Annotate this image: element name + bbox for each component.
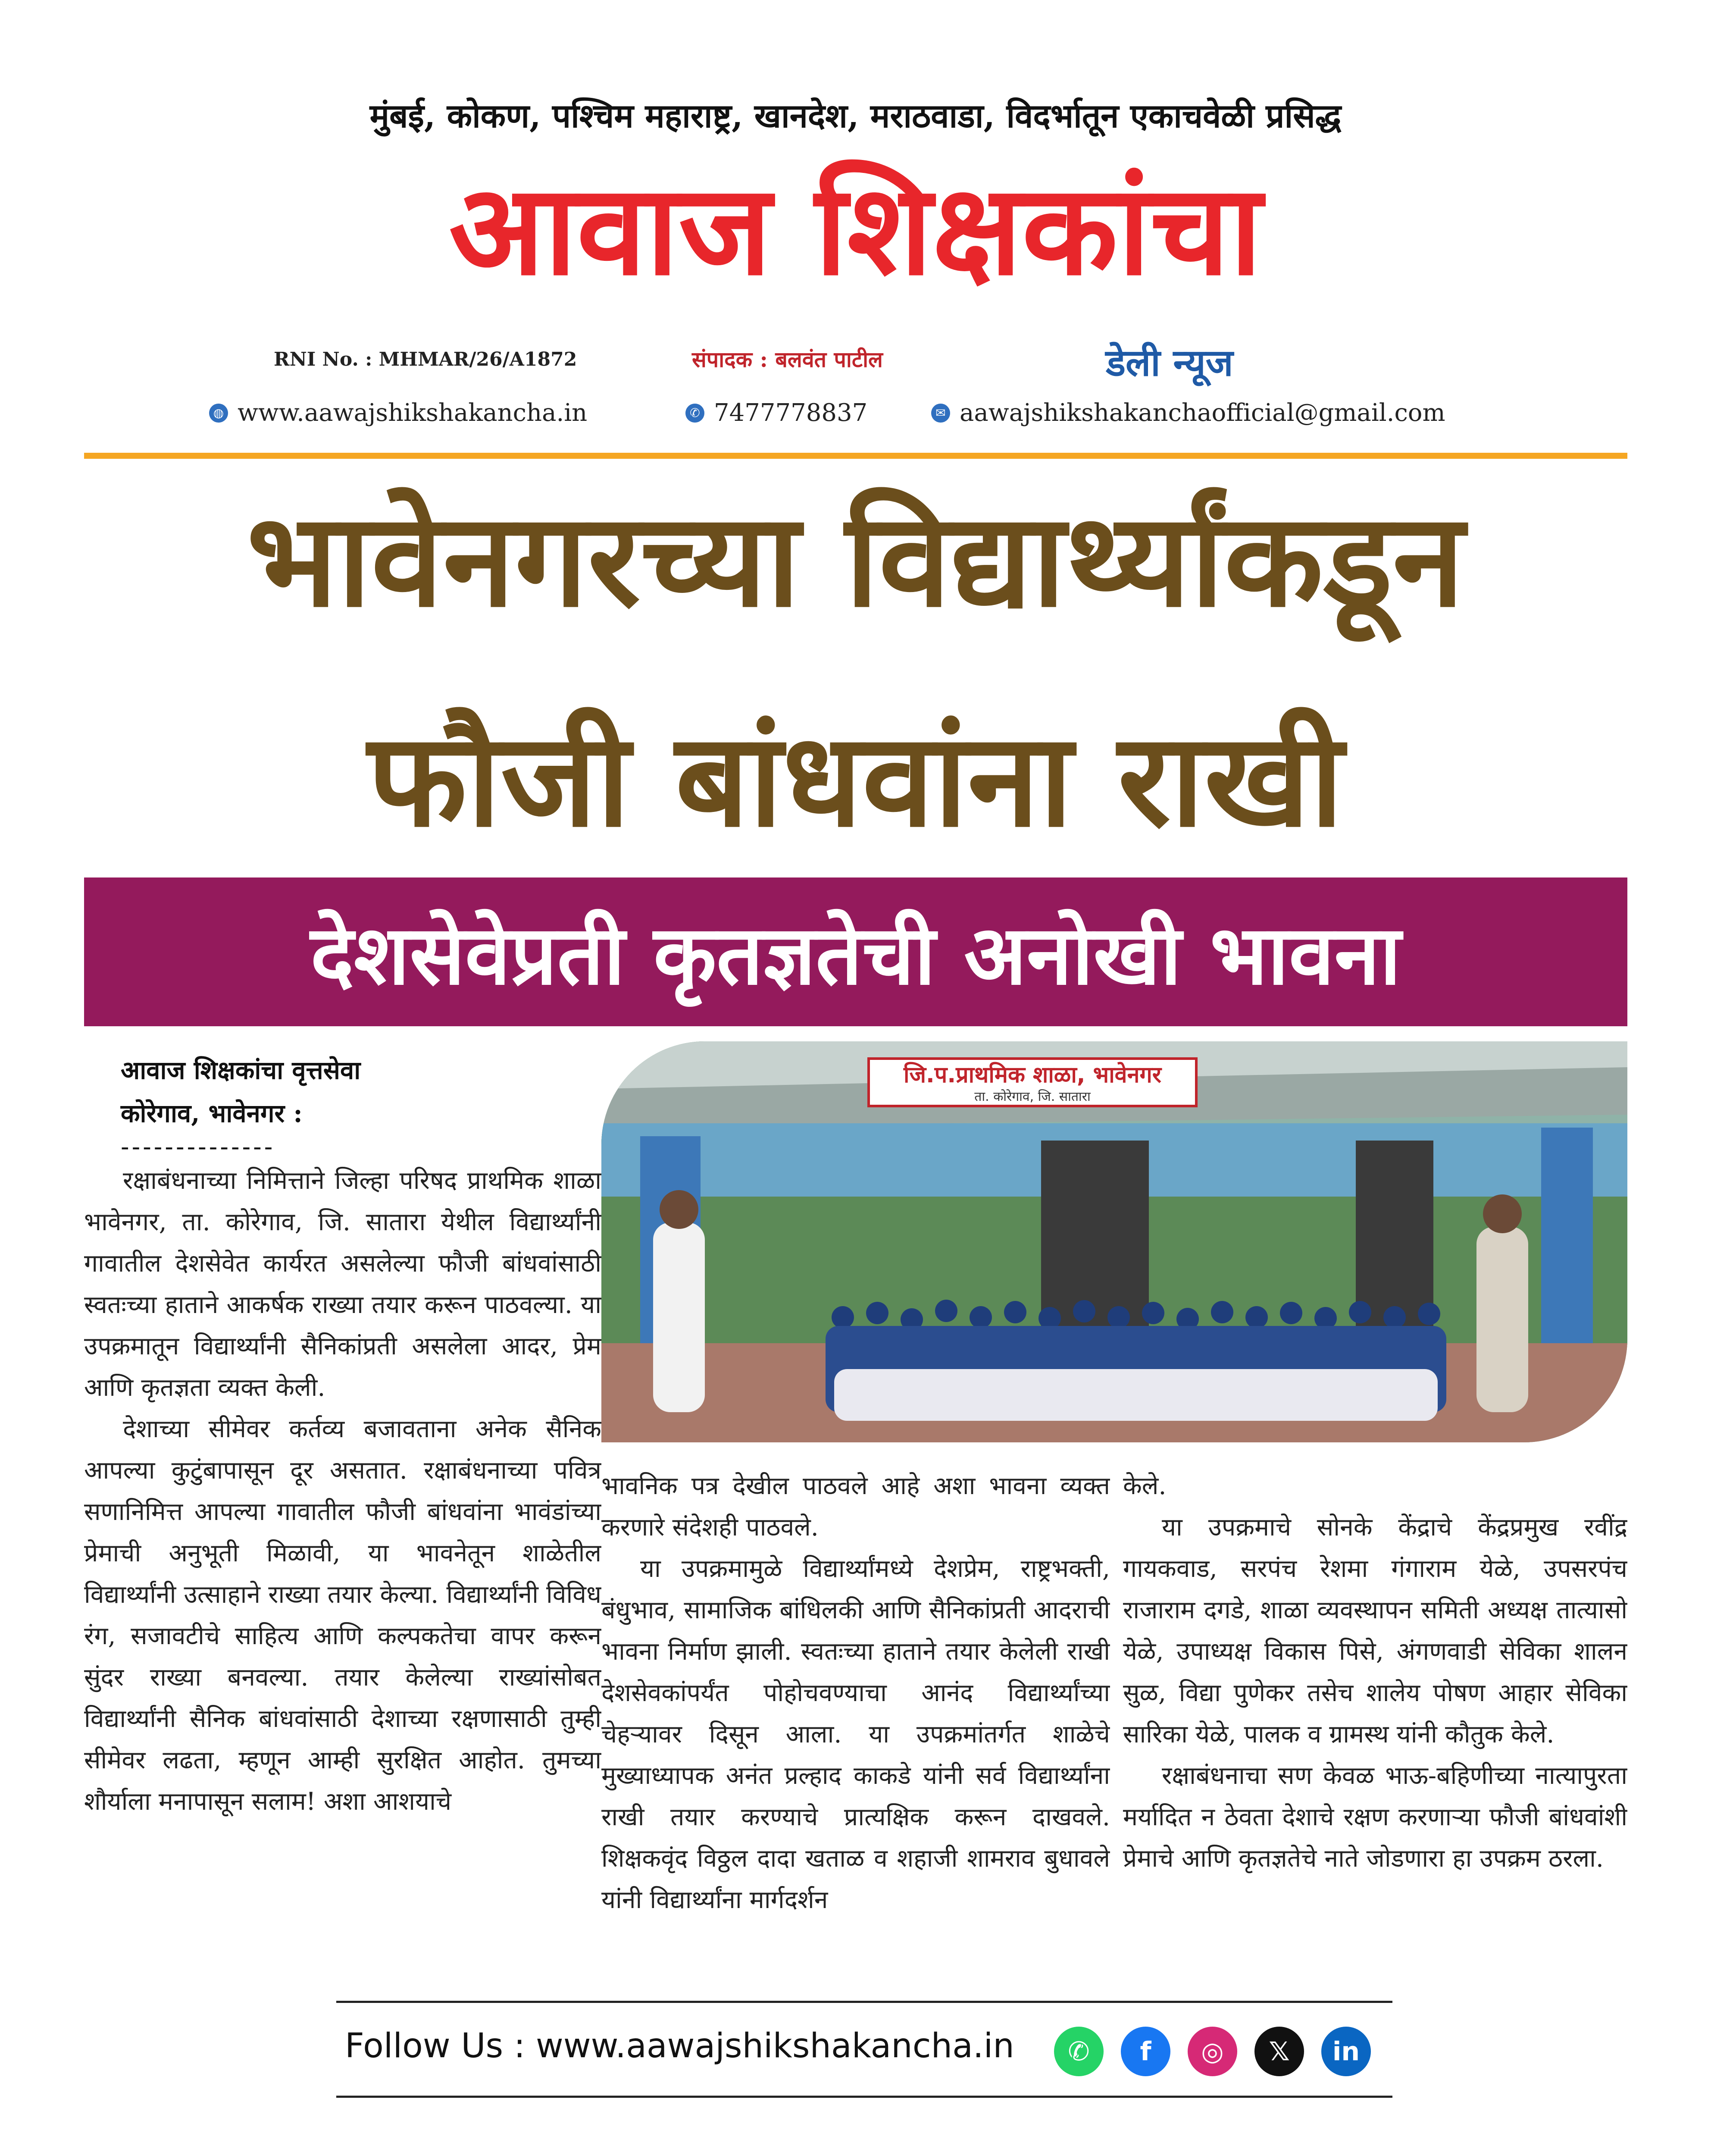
globe-icon: ◍: [209, 404, 228, 423]
follow-us-link[interactable]: Follow Us : www.aawajshikshakancha.in: [345, 2027, 1014, 2065]
contact-website[interactable]: [209, 399, 587, 427]
photo-illustration: [601, 1041, 1627, 1442]
facebook-icon[interactable]: f: [1121, 2027, 1170, 2076]
rni-number: RNI No. : MHMAR/26/A1872: [274, 348, 577, 370]
contact-phone[interactable]: [685, 399, 867, 427]
article-paragraph: केले.: [1123, 1472, 1167, 1500]
article-column-3: [1123, 1465, 1627, 2069]
subheadline-text: देशसेवेप्रती कृतज्ञतेची अनोखी भावना: [310, 908, 1401, 1003]
footer-bottom-rule: [336, 2096, 1392, 2098]
footer-top-rule: [336, 2001, 1392, 2003]
article-paragraph: भावनिक पत्र देखील पाठवले आहे अशा भावना व्यक्त करणारे संदेशही पाठवले.: [601, 1472, 1110, 1542]
school-sign: जि.प.प्राथमिक शाळा, भावेनगर: [904, 1062, 1161, 1088]
article-paragraph: रक्षाबंधनाचा सण केवळ भाऊ-बहिणीच्या नात्यापुरता मर्यादित न ठेवता देशाचे रक्षण करणाऱ्या फौजी बांधवांशी प्रेमाचे आणि कृतज्ञतेचे नाते जोडणारा हा उपक्रम ठरला.: [1123, 1761, 1627, 1873]
whatsapp-icon[interactable]: ✆: [1054, 2027, 1104, 2076]
edition-tagline: मुंबई, कोकण, पश्चिम महाराष्ट्र, खानदेश, मराठवाडा, विदर्भातून एकाचवेळी प्रसिद्ध: [369, 97, 1342, 135]
x-icon[interactable]: 𝕏: [1254, 2027, 1304, 2076]
email-icon: ✉: [931, 404, 950, 423]
masthead-title: आवाज शिक्षकांचा: [449, 158, 1262, 303]
article-column-2: [601, 1465, 1110, 2069]
header-divider: [84, 453, 1627, 459]
daily-news-label: डेली न्यूज: [1106, 342, 1233, 385]
editor-credit: संपादक : बलवंत पाटील: [692, 347, 883, 372]
contact-email[interactable]: [931, 399, 1445, 427]
subheadline-band: [84, 877, 1627, 1026]
website-text[interactable]: www.aawajshikshakancha.in: [238, 399, 588, 427]
school-sign-sub: ता. कोरेगाव, जि. सातारा: [974, 1089, 1091, 1104]
school-group-photo: [601, 1041, 1627, 1442]
phone-icon: ✆: [685, 404, 704, 423]
phone-text[interactable]: 7477778837: [714, 399, 868, 427]
headline-line-1: भावेनगरच्या विद्यार्थ्यांकडून: [247, 485, 1464, 636]
headline-line-2: फौजी बांधवांना राखी: [367, 705, 1344, 856]
article-paragraph: या उपक्रमाचे सोनके केंद्राचे केंद्रप्रमुख रवींद्र गायकवाड, सरपंच रेशमा गंगाराम येळे, उपसरपंच राजाराम दगडे, शाळा व्यवस्थापन समिती अध्यक्ष तात्यासो येळे, उपाध्यक्ष विकास पिसे, अंगणवाडी सेविका शालन सुळ, विद्या पुणेकर तसेच शालेय पोषण आहार सेविका सारिका येळे, पालक व ग्रामस्थ यांनी कौतुक केले.: [1123, 1513, 1627, 1749]
linkedin-icon[interactable]: in: [1321, 2027, 1371, 2076]
byline-source: आवाज शिक्षकांचा वृत्तसेवा: [121, 1056, 361, 1085]
article-paragraph: रक्षाबंधनाच्या निमित्ताने जिल्हा परिषद प्राथमिक शाळा भावेनगर, ता. कोरेगाव, जि. सातारा येथील विद्यार्थ्यांनी गावातील देशसेवेत कार्यरत असलेल्या फौजी बांधवांसाठी स्वतःच्या हाताने आकर्षक राख्या तयार करून पाठवल्या. या उपक्रमातून विद्यार्थ्यांनी सैनिकांप्रती असलेला आदर, प्रेम आणि कृतज्ञता व्यक्त केली.: [84, 1166, 601, 1402]
article-column-1: [84, 1160, 601, 2053]
article-paragraph: या उपक्रमामुळे विद्यार्थ्यांमध्ये देशप्रेम, राष्ट्रभक्ती, बंधुभाव, सामाजिक बांधिलकी आणि सैनिकांप्रती आदराची भावना निर्माण झाली. स्वतःच्या हाताने तयार केलेली राखी देशसेवकांपर्यंत पोहोचवण्याचा आनंद विद्यार्थ्यांच्या चेहऱ्यावर दिसून आला. या उपक्रमांतर्गत शाळेचे मुख्याध्यापक अनंत प्रल्हाद काकडे यांनी सर्व विद्यार्थ्यांना राखी तयार करण्याचे प्रात्यक्षिक करून दाखवले. शिक्षकवृंद विठ्ठल दादा खताळ व शहाजी शामराव बुधावले यांनी विद्यार्थ्यांना मार्गदर्शन: [601, 1554, 1110, 1914]
byline-dashes: --------------: [121, 1132, 275, 1161]
instagram-icon[interactable]: ◎: [1188, 2027, 1237, 2076]
article-paragraph: देशाच्या सीमेवर कर्तव्य बजावताना अनेक सैनिक आपल्या कुटुंबापासून दूर असतात. रक्षाबंधनाच्या पवित्र सणानिमित्त आपल्या गावातील फौजी बांधवांना भावंडांच्या प्रेमाची अनुभूती मिळावी, या भावनेतून शाळेतील विद्यार्थ्यांनी उत्साहाने राख्या तयार केल्या. विद्यार्थ्यांनी विविध रंग, सजावटीचे साहित्य आणि कल्पकतेचा वापर करून सुंदर राख्या बनवल्या. तयार केलेल्या राख्यांसोबत विद्यार्थ्यांनी सैनिक बांधवांसाठी देशाच्या रक्षणासाठी तुम्ही सीमेवर लढता, म्हणून आम्ही सुरक्षित आहोत. तुमच्या शौर्याला मनापासून सलाम! अशा आशयाचे: [84, 1415, 601, 1816]
email-text[interactable]: aawajshikshakanchaofficial@gmail.com: [960, 399, 1445, 427]
byline-place: कोरेगाव, भावेनगर :: [121, 1099, 303, 1128]
